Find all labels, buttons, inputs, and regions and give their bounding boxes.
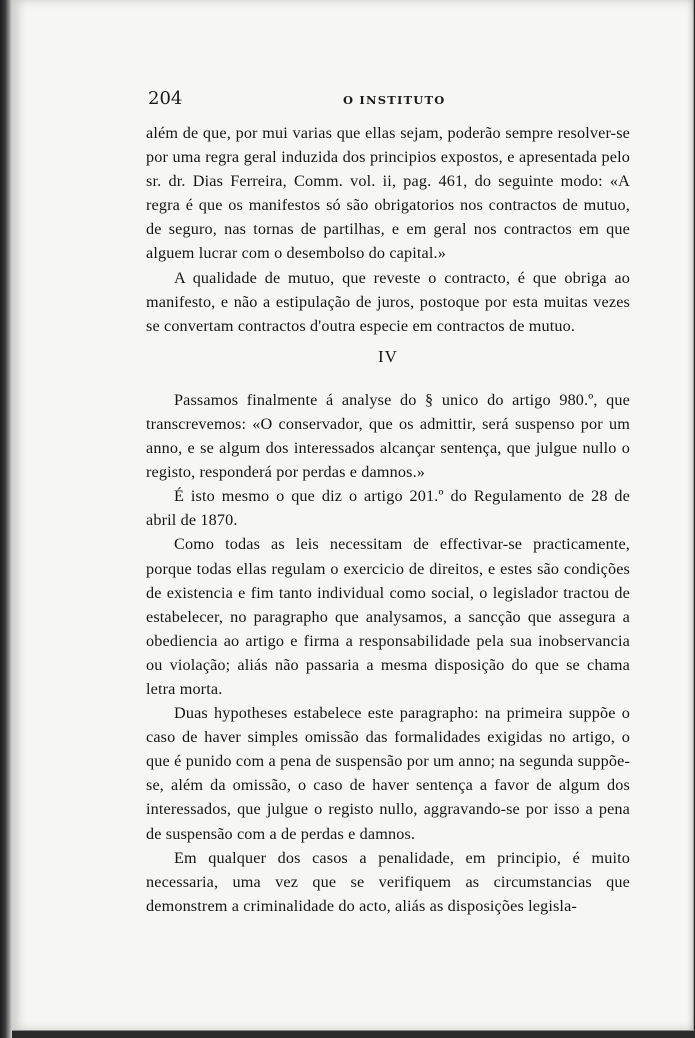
page-number: 204 [148,88,183,109]
journal-title: O INSTITUTO [343,93,446,107]
paragraph: Duas hypotheses estabelece este paragrapho: na primeira suppõe o caso de haver simples omissão das formalidades exigidas no artigo, o que é punido com a pena de suspensão por um anno; na segunda suppõe-se, além da omissão, o caso de haver sentença a favor de algum dos interessados, que julgue o registo nullo, aggravando-se por isso a pena de suspensão com a de perdas e damnos. [146,704,630,843]
paragraph: É isto mesmo o que diz o artigo 201.º do Regulamento de 28 de abril de 1870. [146,487,630,530]
running-head [148,88,630,112]
body-text [146,121,630,918]
paragraph: Em qualquer dos casos a penalidade, em principio, é muito necessaria, uma vez que se verifiquem as circumstancias que demonstrem a criminalidade do acto, aliás as disposições legisla- [146,848,630,915]
paragraph: Passamos finalmente á analyse do § unico do artigo 980.º, que transcrevemos: «O conservador, que os admittir, será suspenso por um anno, e se algum dos interessados alcançar sentença, que julgue nullo o registo, responderá por perdas e damnos.» [146,390,630,482]
section-heading: IV [378,346,398,366]
paragraph: A qualidade de mutuo, que reveste o contracto, é que obriga ao manifesto, e não a estipulação de juros, postoque por esta muitas vezes se convertam contractos d'outra especie em contractos de mutuo. [146,268,630,335]
paragraph: Como todas as leis necessitam de effectivar-se practicamente, porque todas ellas regulam o exercicio de direitos, e estes são condições de existencia e fim tanto individual como social, o legislador tractou de estabelecer, no paragrapho que analysamos, a sancção que assegura a obediencia ao artigo e firma a responsabilidade pela sua inobservancia ou violação; aliás não passaria a mesma disposição do que se chama letra morta. [146,535,630,698]
paragraph-continued: além de que, por mui varias que ellas sejam, poderão sempre resolver-se por uma regra geral induzida dos principios expostos, e apresentada pelo sr. dr. Dias Ferreira, Comm. vol. ii, pag. 461, do seguinte modo: «A regra é que os manifestos só são obrigatorios nos contractos de mutuo, de seguro, nas tornas de partilhas, e em geral nos contractos em que alguem lucrar com o desembolso do capital.» [146,124,630,263]
scan-edge-left [0,0,12,1038]
page-edge-shadow [687,0,693,1030]
